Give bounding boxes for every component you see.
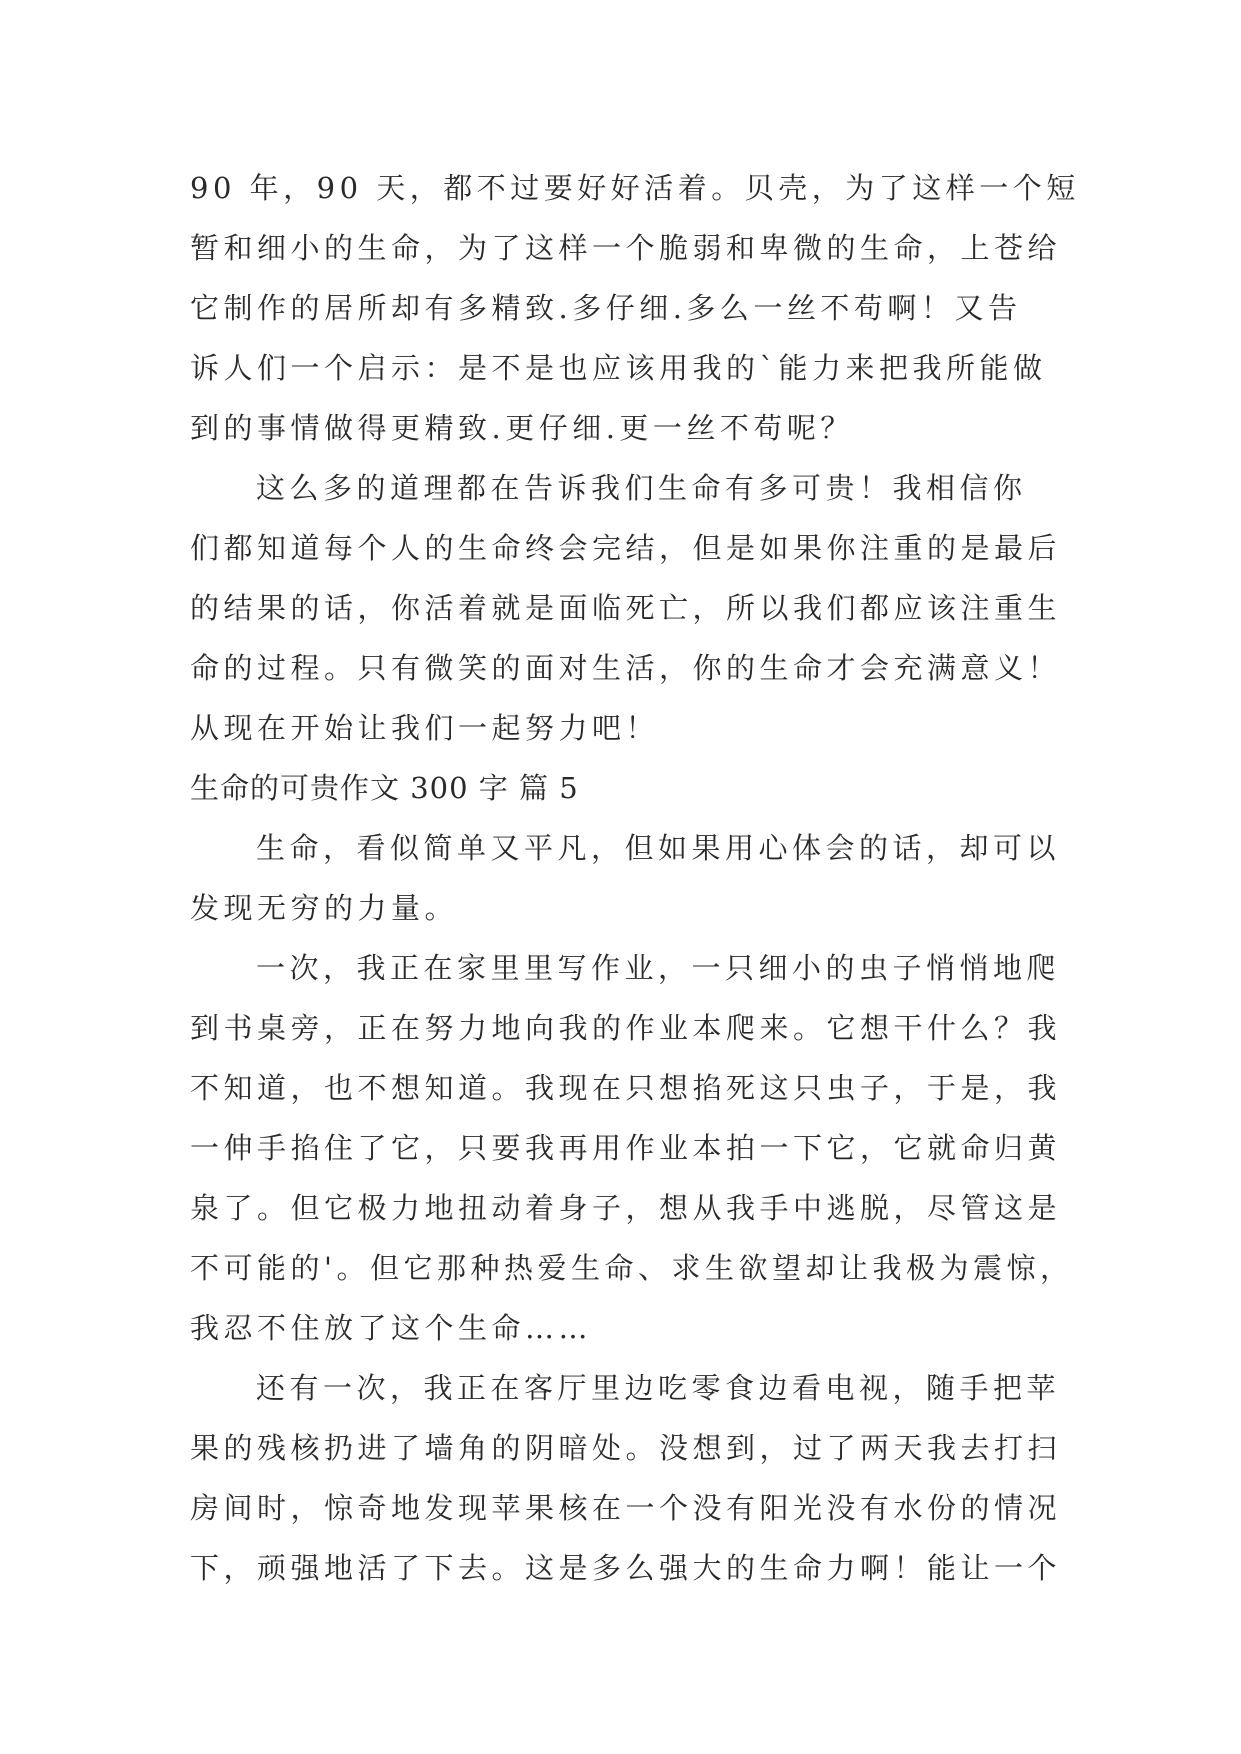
text-line: 房间时，惊奇地发现苹果核在一个没有阳光没有水份的情况 [190,1491,1062,1525]
text-line: 暂和细小的生命，为了这样一个脆弱和卑微的生命，上苍给 [190,231,1062,265]
text-line: 90 年，90 天，都不过要好好活着。贝壳，为了这样一个短 [190,171,1080,205]
text-line: 们都知道每个人的生命终会完结，但是如果你注重的是最后 [190,531,1062,565]
text-line: 一伸手掐住了它，只要我再用作业本拍一下它，它就命归黄 [190,1131,1062,1165]
paragraph-start-line: 生命，看似简单又平凡，但如果用心体会的话，却可以 [256,831,1061,865]
text-line: 诉人们一个启示：是不是也应该用我的`能力来把我所能做 [190,351,1047,385]
text-line: 下，顽强地活了下去。这是多么强大的生命力啊！能让一个 [190,1551,1062,1585]
text-line: 不可能的'。但它那种热爱生命、求生欲望却让我极为震惊， [190,1251,1074,1285]
text-line: 命的过程。只有微笑的面对生活，你的生命才会充满意义！ [190,651,1062,685]
text-line: 我忍不住放了这个生命…… [190,1311,593,1345]
section-heading: 生命的可贵作文 300 字 篇 5 [190,771,579,805]
text-line: 从现在开始让我们一起努力吧！ [190,711,660,745]
text-line: 果的残核扔进了墙角的阴暗处。没想到，过了两天我去打扫 [190,1431,1062,1465]
text-line: 泉了。但它极力地扭动着身子，想从我手中逃脱，尽管这是 [190,1191,1062,1225]
text-line: 它制作的居所却有多精致.多仔细.多么一丝不苟啊！又告 [190,291,1022,325]
document-body [190,158,1080,1598]
text-line: 不知道，也不想知道。我现在只想掐死这只虫子，于是，我 [190,1071,1062,1105]
paragraph-start-line: 一次，我正在家里里写作业，一只细小的虫子悄悄地爬 [256,951,1061,985]
paragraph-start-line: 还有一次，我正在客厅里边吃零食边看电视，随手把苹 [256,1371,1061,1405]
text-line: 到书桌旁，正在努力地向我的作业本爬来。它想干什么？我 [190,1011,1062,1045]
text-line: 发现无穷的力量。 [190,891,459,925]
text-line: 到的事情做得更精致.更仔细.更一丝不苟呢？ [190,411,854,445]
paragraph-start-line: 这么多的道理都在告诉我们生命有多可贵！我相信你 [256,471,1027,505]
text-line: 的结果的话，你活着就是面临死亡，所以我们都应该注重生 [190,591,1062,625]
